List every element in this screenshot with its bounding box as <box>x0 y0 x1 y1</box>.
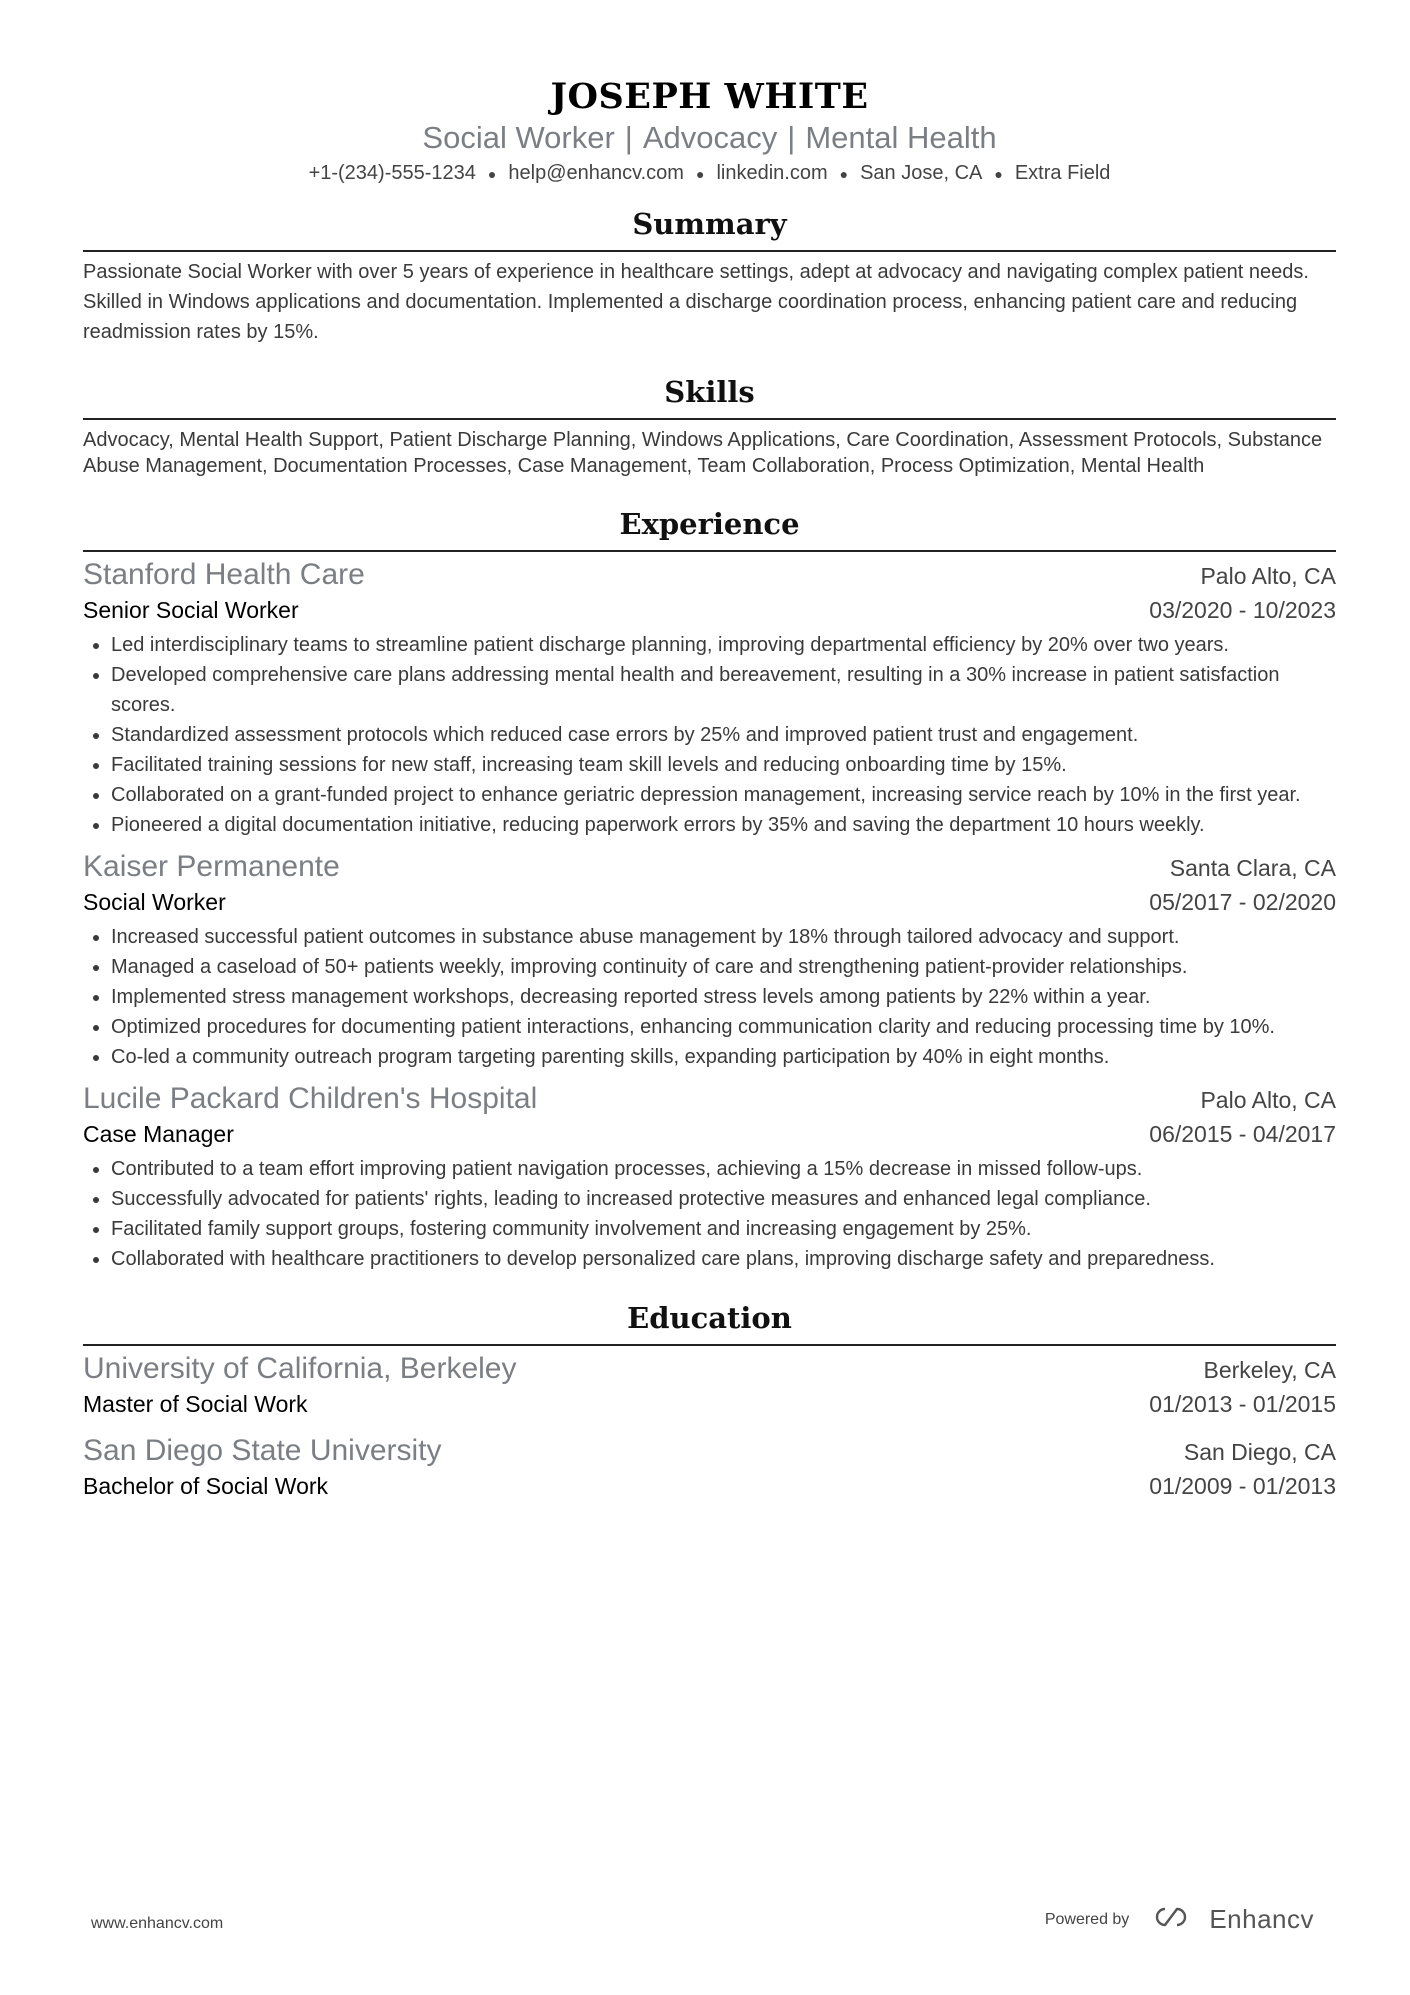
title-separator: | <box>624 120 633 155</box>
education-section <box>83 1296 1336 1502</box>
footer-website-link[interactable]: www.enhancv.com <box>91 1915 224 1932</box>
achievement-item: • Optimized procedures for documenting patient interactions, enhancing communication clarity and reducing processing time by 10%. <box>111 1012 1336 1042</box>
company-name: Kaiser Permanente <box>83 850 340 883</box>
resume-page <box>83 0 1336 1502</box>
education-entry <box>83 1350 1336 1420</box>
school-name: San Diego State University <box>83 1434 442 1467</box>
linkedin-link[interactable]: linkedin.com <box>716 162 828 184</box>
job-location: Santa Clara, CA <box>1169 855 1336 881</box>
achievement-item: • Contributed to a team effort improving patient navigation processes, achieving a 15% decrease in missed follow-ups. <box>111 1154 1336 1184</box>
summary-section <box>83 202 1336 347</box>
education-dates: 01/2009 - 01/2013 <box>1149 1473 1336 1499</box>
achievement-item: • Managed a caseload of 50+ patients weekly, improving continuity of care and strengthening patient-provider relationships. <box>111 952 1336 982</box>
experience-heading: Experience <box>83 502 1336 552</box>
achievement-item: • Pioneered a digital documentation initiative, reducing paperwork errors by 35% and saving the department 10 hours weekly. <box>111 810 1336 840</box>
achievement-list <box>83 922 1336 1072</box>
degree: Master of Social Work <box>83 1391 308 1417</box>
email-link[interactable]: help@enhancv.com <box>508 162 684 184</box>
bullet-separator: ● <box>994 165 1003 182</box>
candidate-name: JOSEPH WHITE <box>550 76 869 117</box>
education-heading: Education <box>83 1296 1336 1346</box>
summary-heading: Summary <box>83 202 1336 252</box>
experience-entry <box>83 1080 1336 1274</box>
achievement-item: • Collaborated with healthcare practitioners to develop personalized care plans, improving discharge safety and preparedness. <box>111 1244 1336 1274</box>
powered-by-label: Powered by <box>1044 1910 1130 1928</box>
education-entry <box>83 1432 1336 1502</box>
achievement-item: • Facilitated family support groups, fostering community involvement and increasing engagement by 25%. <box>111 1214 1336 1244</box>
extra-field: Extra Field <box>1014 162 1111 184</box>
skills-section <box>83 370 1336 479</box>
job-location: Palo Alto, CA <box>1200 563 1336 589</box>
title-item: Mental Health <box>805 120 997 155</box>
achievement-item: • Collaborated on a grant-funded project to enhance geriatric depression management, increasing service reach by 10% in the first year. <box>111 780 1336 810</box>
company-name: Lucile Packard Children's Hospital <box>83 1082 538 1115</box>
title-item: Social Worker <box>422 120 615 155</box>
achievement-list <box>83 630 1336 840</box>
bullet-separator: ● <box>487 165 497 182</box>
achievement-item: • Successfully advocated for patients' rights, leading to increased protective measures and enhanced legal compliance. <box>111 1184 1336 1214</box>
experience-section <box>83 502 1336 1274</box>
location: San Jose, CA <box>860 162 983 184</box>
achievement-item: • Implemented stress management workshops, decreasing reported stress levels among patients by 22% within a year. <box>111 982 1336 1012</box>
footer-branding <box>1045 1904 1314 1935</box>
achievement-item: • Standardized assessment protocols which reduced case errors by 25% and improved patient trust and engagement. <box>111 720 1336 750</box>
achievement-item: • Increased successful patient outcomes in substance abuse management by 18% through tailored advocacy and support. <box>111 922 1336 952</box>
job-location: Palo Alto, CA <box>1200 1087 1336 1113</box>
bullet-separator: ● <box>839 165 849 182</box>
summary-text: Passionate Social Worker with over 5 years of experience in healthcare settings, adept at advocacy and navigating complex patient needs. Skilled in Windows applications and documentation. Implemented a discharge coordination process, enhancing patient care and reducing readmission rates by 15%. <box>83 261 1309 343</box>
job-dates: 03/2020 - 10/2023 <box>1149 597 1336 623</box>
company-name: Stanford Health Care <box>83 558 365 591</box>
job-dates: 05/2017 - 02/2020 <box>1149 889 1336 915</box>
job-title: Social Worker <box>83 889 226 915</box>
achievement-item: • Co-led a community outreach program targeting parenting skills, expanding participation by 40% in eight months. <box>111 1042 1336 1072</box>
job-title: Senior Social Worker <box>83 597 299 623</box>
contact-line <box>83 158 1336 188</box>
experience-entry <box>83 848 1336 1072</box>
school-name: University of California, Berkeley <box>83 1352 517 1385</box>
phone: +1-(234)-555-1234 <box>308 162 476 184</box>
candidate-titles <box>83 118 1336 158</box>
job-dates: 06/2015 - 04/2017 <box>1149 1121 1336 1147</box>
education-dates: 01/2013 - 01/2015 <box>1149 1391 1336 1417</box>
achievement-item: • Led interdisciplinary teams to streamline patient discharge planning, improving departmental efficiency by 20% over two years. <box>111 630 1336 660</box>
achievement-list <box>83 1154 1336 1274</box>
title-separator: | <box>787 120 796 155</box>
enhancv-brand: Enhancv <box>1209 1904 1314 1934</box>
achievement-item: • Facilitated training sessions for new staff, increasing team skill levels and reducing onboarding time by 15%. <box>111 750 1336 780</box>
school-location: San Diego, CA <box>1183 1439 1336 1465</box>
experience-entry <box>83 556 1336 840</box>
achievement-item: • Developed comprehensive care plans addressing mental health and bereavement, resulting in a 30% increase in patient satisfaction scores. <box>111 660 1336 720</box>
degree: Bachelor of Social Work <box>83 1473 329 1499</box>
skills-text: Advocacy, Mental Health Support, Patient Discharge Planning, Windows Applications, Care Coordination, Assessment Protocols, Substance Abuse Management, Documentation Processes, Case Management, Team Collaboration, Process Optimization, Mental Health <box>83 429 1323 477</box>
enhancv-logo-icon <box>1155 1905 1201 1934</box>
school-location: Berkeley, CA <box>1203 1357 1336 1383</box>
job-title: Case Manager <box>83 1121 234 1147</box>
title-item: Advocacy <box>642 120 778 155</box>
bullet-separator: ● <box>695 165 705 182</box>
skills-heading: Skills <box>83 370 1336 420</box>
resume-header <box>83 76 1336 188</box>
